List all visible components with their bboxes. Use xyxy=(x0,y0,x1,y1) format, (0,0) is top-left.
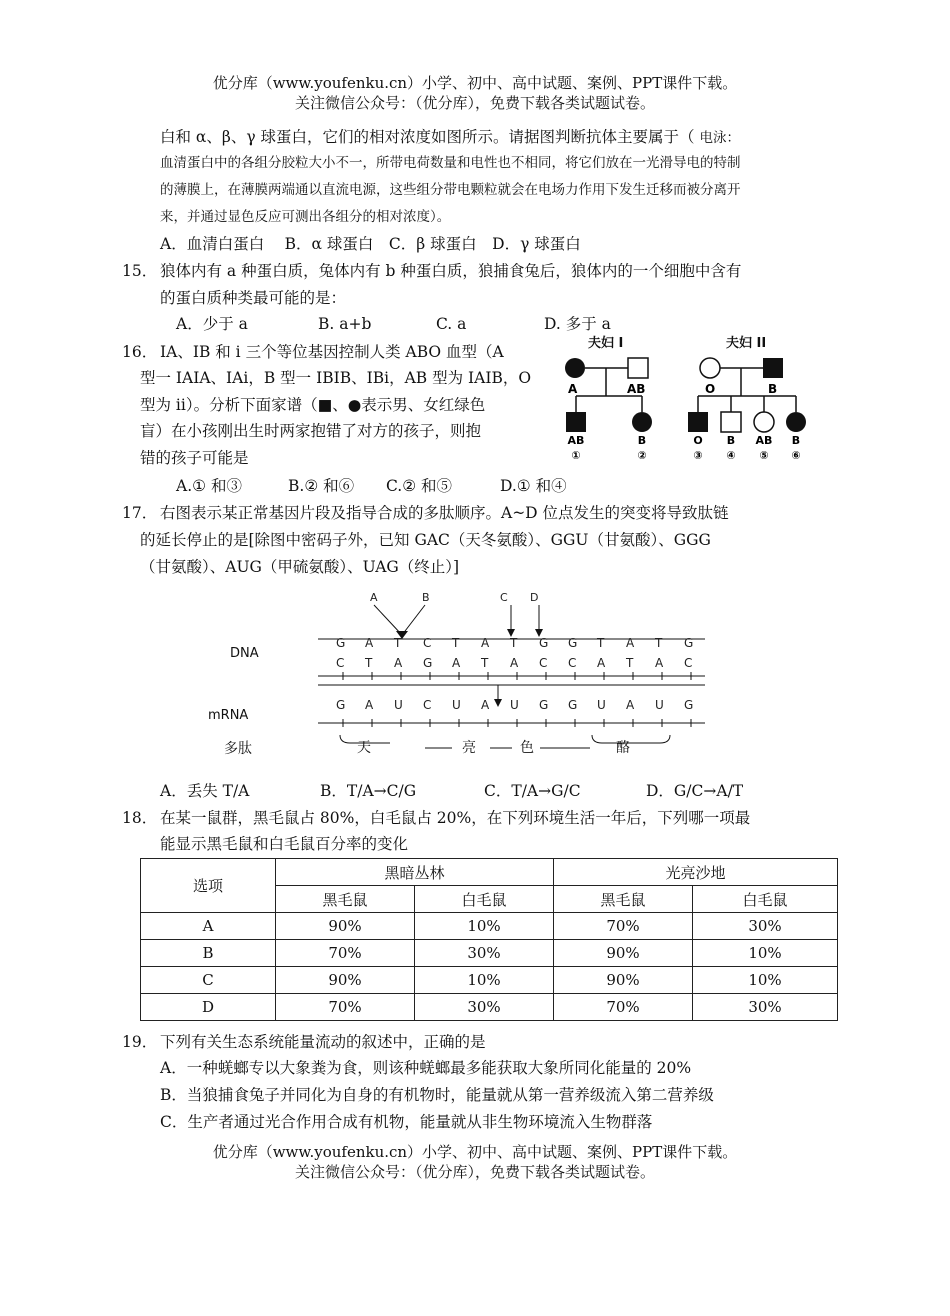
q17-option-c: C．T/A→G/C xyxy=(484,782,581,800)
table-cell: 30% xyxy=(693,994,838,1021)
mrna-base: G xyxy=(539,698,549,712)
family1-title: 夫妇 I xyxy=(588,336,624,351)
q15-option-c: C. a xyxy=(436,315,467,333)
mrna-base: A xyxy=(626,698,635,712)
peptide-aa-2: 亮 xyxy=(462,740,476,756)
peptide-aa-1: 天 xyxy=(357,740,371,756)
q16-number: 16． xyxy=(122,343,158,361)
dna-top-base: G xyxy=(539,636,549,650)
table-row xyxy=(141,967,838,994)
dna-top-base: T xyxy=(394,636,402,650)
q17-line2: 的延长停止的是[除图中密码子外，已知 GAC（天冬氨酸）、GGU（甘氨酸）、GGG xyxy=(140,531,711,549)
dna-bottom-base: C xyxy=(539,656,548,670)
q18-line2: 能显示黑毛鼠和白毛鼠百分率的变化 xyxy=(160,835,409,853)
table-cell: B xyxy=(141,940,276,967)
q14-note-line3: 的薄膜上，在薄膜两端通以直流电源，这些组分带电颗粒就会在电场力作用下发生迁移而被分离开 xyxy=(160,182,741,198)
q15-option-a: A．少于 a xyxy=(176,315,248,333)
mrna-base: U xyxy=(655,698,664,712)
page-header-line2: 关注微信公众号：（优分库），免费下载各类试题试卷。 xyxy=(294,94,655,112)
dna-bottom-base: A xyxy=(452,656,461,670)
table-cell: 30% xyxy=(415,940,554,967)
q15-stem-line2: 的蛋白质种类最可能的是： xyxy=(160,289,347,307)
table-cell: 30% xyxy=(415,994,554,1021)
dna-bottom-base: A xyxy=(597,656,606,670)
table-cell: 10% xyxy=(693,940,838,967)
dna-top-base: A xyxy=(481,636,490,650)
q17-number: 17． xyxy=(122,504,158,522)
q15-option-d: D. 多于 a xyxy=(544,315,611,333)
f1-father-symbol xyxy=(628,358,648,378)
family2-title: 夫妇 II xyxy=(726,336,767,351)
child3-symbol xyxy=(688,412,708,432)
q16-line3: 型为 ii）。分析下面家谱（■、●表示男、女红绿色 xyxy=(140,396,486,414)
child3-type: O xyxy=(693,434,703,447)
child4-symbol xyxy=(721,412,741,432)
mrna-base: U xyxy=(510,698,519,712)
dna-bottom-base: T xyxy=(626,656,634,670)
dna-top-base: T xyxy=(597,636,605,650)
peptide-aa-4: 酪 xyxy=(616,740,630,756)
mrna-base: G xyxy=(336,698,346,712)
pedigree-figure xyxy=(550,332,820,464)
q18-number: 18． xyxy=(122,809,158,827)
q14-stem: 白和 α、β、γ 球蛋白，它们的相对浓度如图所示。请据图判断抗体主要属于（ xyxy=(160,128,695,146)
child5-symbol xyxy=(754,412,774,432)
dna-bottom-base: G xyxy=(423,656,433,670)
table-row xyxy=(141,994,838,1021)
site-label-b: B xyxy=(422,591,430,604)
table-cell: 70% xyxy=(554,913,693,940)
q14-note-start: 电泳： xyxy=(699,130,740,146)
table-header-option: 选项 xyxy=(141,859,276,913)
child5-mark: ⑤ xyxy=(759,449,769,462)
dna-top-base: G xyxy=(336,636,346,650)
table-cell: 30% xyxy=(693,913,838,940)
q16-option-b: B.② 和⑥ xyxy=(288,477,355,495)
q19-number: 19． xyxy=(122,1033,158,1051)
dna-label: DNA xyxy=(230,646,259,661)
dna-bottom-base: T xyxy=(365,656,373,670)
dna-bottom-base: C xyxy=(568,656,577,670)
f2-father-type: B xyxy=(768,382,778,396)
q15-option-b: B. a+b xyxy=(318,315,372,333)
child6-mark: ⑥ xyxy=(791,449,801,462)
page-header-line1: 优分库（www.youfenku.cn）小学、初中、高中试题、案例、PPT课件下载。 xyxy=(212,74,738,92)
dna-top-base: C xyxy=(423,636,432,650)
peptide-label: 多肽 xyxy=(224,741,252,757)
f1-mother-symbol xyxy=(565,358,585,378)
q19-stem: 下列有关生态系统能量流动的叙述中，正确的是 xyxy=(160,1033,486,1051)
table-cell: 10% xyxy=(415,913,554,940)
q16-line2: 型一 IAIA、IAi，B 型一 IBIB、IBi，AB 型为 IAIB，O xyxy=(140,369,532,387)
q19-option-b: B．当狼捕食兔子并同化为自身的有机物时，能量就从第一营养级流入第二营养级 xyxy=(160,1086,714,1104)
q17-option-b: B．T/A→C/G xyxy=(320,782,417,800)
table-cell: 90% xyxy=(276,967,415,994)
child4-mark: ④ xyxy=(726,449,736,462)
q19-option-c: C．生产者通过光合作用合成有机物，能量就从非生物环境流入生物群落 xyxy=(160,1113,653,1131)
table-cell: A xyxy=(141,913,276,940)
table-subheader-black: 黑毛鼠 xyxy=(554,886,693,913)
table-cell: C xyxy=(141,967,276,994)
child1-symbol xyxy=(566,412,586,432)
child1-mark: ① xyxy=(571,449,581,462)
q16-line5: 错的孩子可能是 xyxy=(140,449,249,467)
f1-mother-type: A xyxy=(568,382,578,396)
table-subheader-black: 黑毛鼠 xyxy=(276,886,415,913)
child5-type: AB xyxy=(755,434,773,447)
q17-option-a: A．丢失 T/A xyxy=(160,782,250,800)
f1-father-type: AB xyxy=(627,382,646,396)
table-cell: 10% xyxy=(693,967,838,994)
mrna-base: G xyxy=(684,698,694,712)
q14-options: A．血清白蛋白 B．α 球蛋白 C．β 球蛋白 D．γ 球蛋白 xyxy=(160,235,581,253)
q17-line1: 右图表示某正常基因片段及指导合成的多肽顺序。A~D 位点发生的突变将导致肽链 xyxy=(160,504,729,522)
q18-line1: 在某一鼠群，黑毛鼠占 80%，白毛鼠占 20%，在下列环境生活一年后，下列哪一项最 xyxy=(160,809,751,827)
table-header-dark-forest: 黑暗丛林 xyxy=(276,859,554,886)
dna-bottom-base: C xyxy=(684,656,693,670)
child1-type: AB xyxy=(567,434,585,447)
q18-table xyxy=(140,858,838,1021)
site-label-d: D xyxy=(530,591,539,604)
table-cell: 10% xyxy=(415,967,554,994)
page-footer-line2: 关注微信公众号：（优分库），免费下载各类试题试卷。 xyxy=(294,1163,655,1181)
dna-bottom-base: C xyxy=(336,656,345,670)
dna-bottom-base: T xyxy=(481,656,489,670)
gene-figure xyxy=(200,585,720,767)
dna-top-base: T xyxy=(452,636,460,650)
table-header-bright-sand: 光亮沙地 xyxy=(554,859,838,886)
page-footer-line1: 优分库（www.youfenku.cn）小学、初中、高中试题、案例、PPT课件下载。 xyxy=(212,1143,738,1161)
q17-line3: （甘氨酸）、AUG（甲硫氨酸）、UAG（终止）] xyxy=(140,558,460,576)
table-cell: 70% xyxy=(276,940,415,967)
table-cell: 70% xyxy=(276,994,415,1021)
q16-option-a: A.① 和③ xyxy=(176,477,242,495)
site-label-c: C xyxy=(500,591,508,604)
table-cell: 90% xyxy=(276,913,415,940)
table-cell: 90% xyxy=(554,967,693,994)
q17-option-d: D．G/C→A/T xyxy=(646,782,744,800)
child6-type: B xyxy=(791,434,801,447)
q19-option-a: A．一种蜣螂专以大象粪为食，则该种蜣螂最多能获取大象所同化能量的 20% xyxy=(160,1059,692,1077)
table-cell: 70% xyxy=(554,994,693,1021)
dna-top-base: G xyxy=(684,636,694,650)
q14-continuation xyxy=(160,124,740,151)
dna-top-base: A xyxy=(365,636,374,650)
dna-top-base: T xyxy=(655,636,663,650)
mrna-label: mRNA xyxy=(208,708,249,723)
q15-number: 15． xyxy=(122,262,158,280)
child2-symbol xyxy=(632,412,652,432)
dna-bottom-base: A xyxy=(510,656,519,670)
dna-top-base: A xyxy=(626,636,635,650)
q15-stem-line1: 狼体内有 a 种蛋白质，兔体内有 b 种蛋白质，狼捕食兔后，狼体内的一个细胞中含有 xyxy=(160,262,742,280)
site-label-a: A xyxy=(370,591,378,604)
table-subheader-white: 白毛鼠 xyxy=(693,886,838,913)
q14-note-line2: 血清蛋白中的各组分胶粒大小不一，所带电荷数量和电性也不相同，将它们放在一光滑导电的特制 xyxy=(160,155,741,171)
mrna-base: A xyxy=(481,698,490,712)
table-cell: 90% xyxy=(554,940,693,967)
table-subheader-white: 白毛鼠 xyxy=(415,886,554,913)
child3-mark: ③ xyxy=(693,449,703,462)
child2-mark: ② xyxy=(637,449,647,462)
child4-type: B xyxy=(726,434,736,447)
mrna-base: C xyxy=(423,698,432,712)
table-row xyxy=(141,913,838,940)
f2-mother-symbol xyxy=(700,358,720,378)
child6-symbol xyxy=(786,412,806,432)
dna-top-base: T xyxy=(510,636,518,650)
q14-note-line4: 来，并通过显色反应可测出各组分的相对浓度）。 xyxy=(160,209,451,225)
table-cell: D xyxy=(141,994,276,1021)
mrna-base: G xyxy=(568,698,578,712)
f2-father-symbol xyxy=(763,358,783,378)
dna-top-base: G xyxy=(568,636,578,650)
f2-mother-type: O xyxy=(705,382,716,396)
table-row xyxy=(141,940,838,967)
child2-type: B xyxy=(637,434,647,447)
q16-option-c: C.② 和⑤ xyxy=(386,477,453,495)
mrna-base: U xyxy=(394,698,403,712)
mrna-base: U xyxy=(452,698,461,712)
q16-line4: 盲）在小孩刚出生时两家抱错了对方的孩子，则抱 xyxy=(140,422,482,440)
dna-bottom-base: A xyxy=(655,656,664,670)
mrna-base: U xyxy=(597,698,606,712)
dna-bottom-base: A xyxy=(394,656,403,670)
q16-option-d: D.① 和④ xyxy=(500,477,567,495)
mrna-base: A xyxy=(365,698,374,712)
q16-line1: IA、IB 和 i 三个等位基因控制人类 ABO 血型（A xyxy=(160,343,504,361)
peptide-aa-3: 色 xyxy=(520,740,534,756)
